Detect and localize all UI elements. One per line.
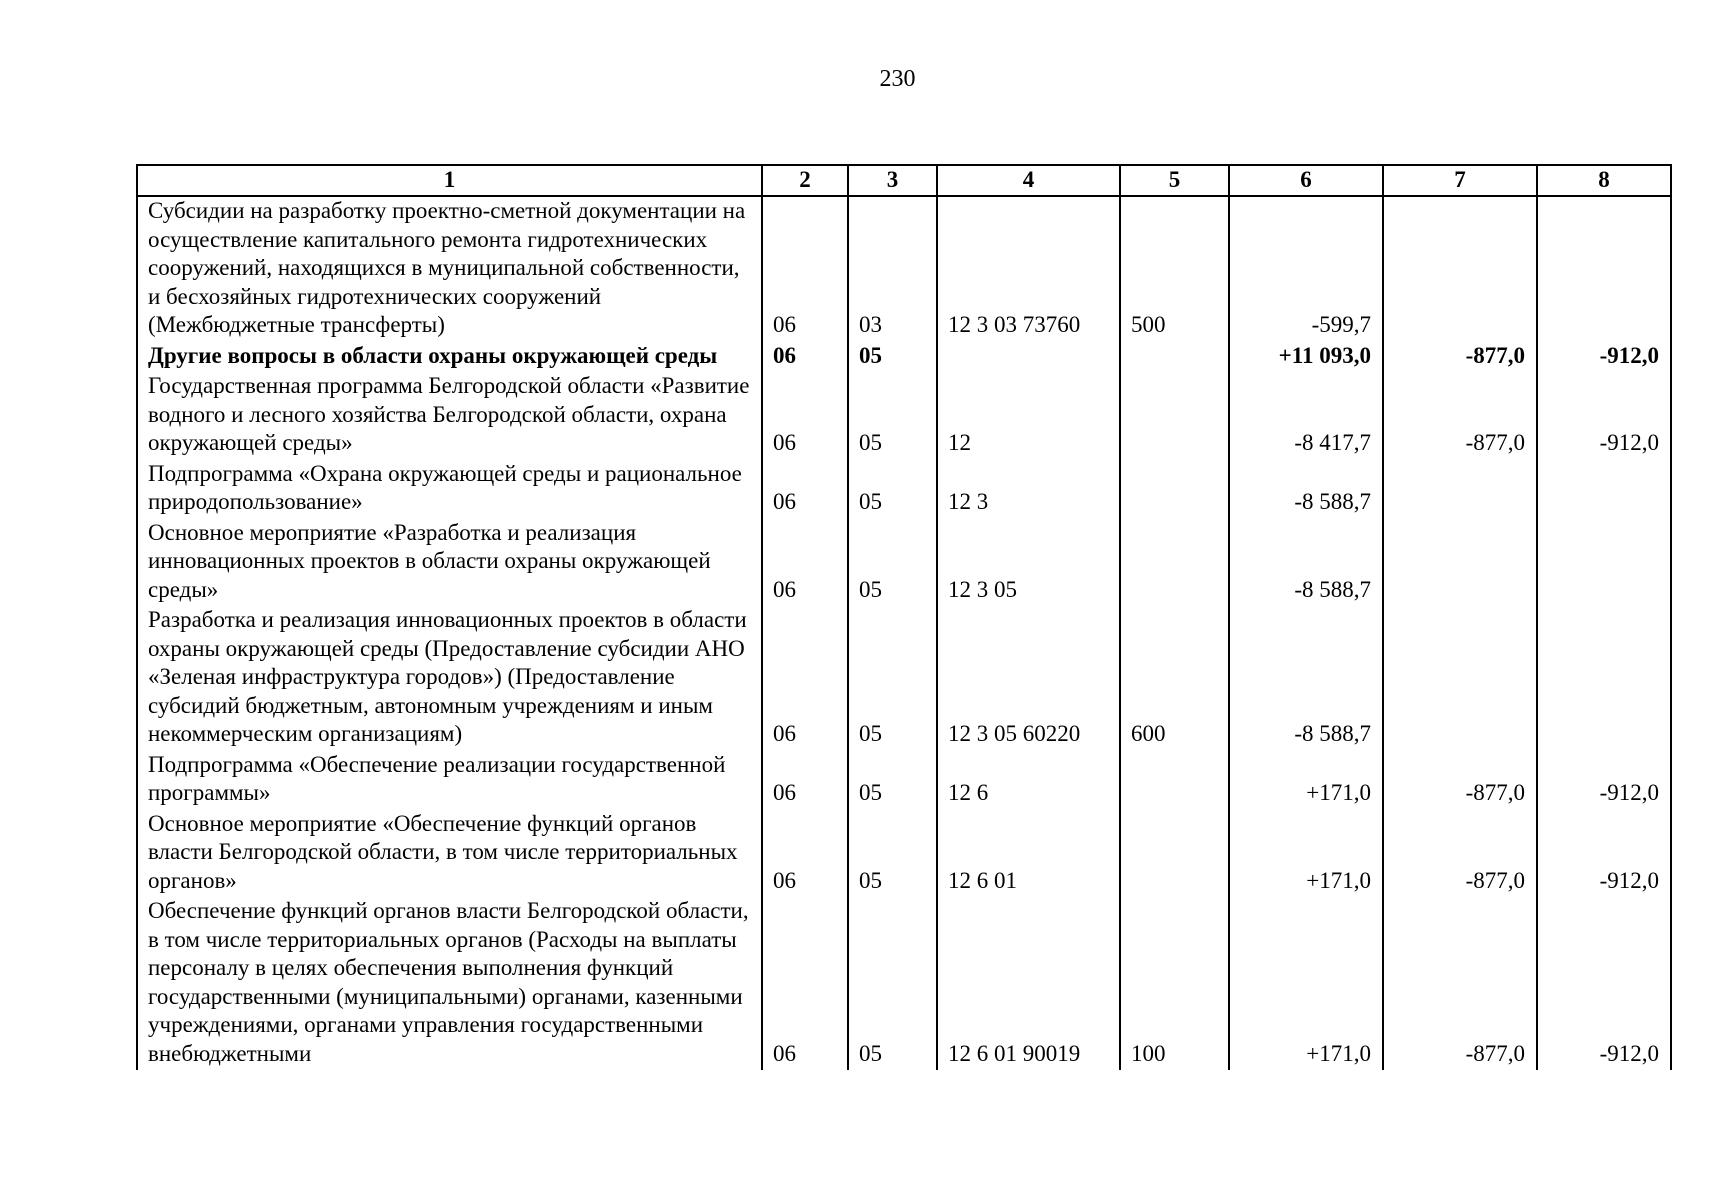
row-name: Подпрограмма «Обеспечение реализации государственной программы» [137, 751, 762, 810]
header-row [137, 165, 1671, 196]
row-name: Основное мероприятие «Разработка и реализация инновационных проектов в области охраны окружающей среды» [137, 519, 762, 607]
row-expense-type [1120, 519, 1229, 607]
row-amount-col6: +171,0 [1229, 751, 1383, 810]
row-expense-type [1120, 810, 1229, 898]
row-amount-col6: -8 588,7 [1229, 606, 1383, 751]
row-expense-type: 100 [1120, 897, 1229, 1070]
row-amount-col6: +171,0 [1229, 897, 1383, 1070]
row-amount-col7: -877,0 [1383, 897, 1537, 1070]
row-section: 06 [762, 342, 848, 373]
header-col-4: 4 [937, 165, 1120, 196]
row-expense-type [1120, 460, 1229, 519]
row-name: Разработка и реализация инновационных проектов в области охраны окружающей среды (Предоставление субсидии АНО «Зеленая инфраструктура городов») (Предоставление субсидий бюджетным, автономным учреждениям и иным некоммерческим организациям) [137, 606, 762, 751]
table-row [137, 810, 1671, 898]
row-name: Основное мероприятие «Обеспечение функций органов власти Белгородской области, в том числе территориальных органов» [137, 810, 762, 898]
row-target-article: 12 3 [937, 460, 1120, 519]
row-amount-col8: -912,0 [1537, 897, 1671, 1070]
row-name: Другие вопросы в области охраны окружающей среды [137, 342, 762, 373]
row-subsection: 05 [848, 751, 937, 810]
row-amount-col8 [1537, 519, 1671, 607]
row-subsection: 05 [848, 372, 937, 460]
header-col-6: 6 [1229, 165, 1383, 196]
row-section: 06 [762, 460, 848, 519]
table-row [137, 372, 1671, 460]
row-amount-col6: -8 588,7 [1229, 460, 1383, 519]
row-amount-col6: +11 093,0 [1229, 342, 1383, 373]
row-amount-col7 [1383, 606, 1537, 751]
header-col-7: 7 [1383, 165, 1537, 196]
row-expense-type: 500 [1120, 196, 1229, 342]
row-amount-col6: +171,0 [1229, 810, 1383, 898]
table-row [137, 342, 1671, 373]
table-row [137, 460, 1671, 519]
row-amount-col8 [1537, 606, 1671, 751]
row-section: 06 [762, 751, 848, 810]
row-amount-col7 [1383, 196, 1537, 342]
row-target-article: 12 [937, 372, 1120, 460]
row-target-article: 12 6 [937, 751, 1120, 810]
header-col-5: 5 [1120, 165, 1229, 196]
row-amount-col6: -599,7 [1229, 196, 1383, 342]
row-target-article: 12 6 01 90019 [937, 897, 1120, 1070]
table-row [137, 196, 1671, 342]
table-row [137, 606, 1671, 751]
row-amount-col8: -912,0 [1537, 342, 1671, 373]
row-subsection: 05 [848, 606, 937, 751]
row-section: 06 [762, 810, 848, 898]
row-subsection: 05 [848, 519, 937, 607]
row-section: 06 [762, 196, 848, 342]
row-amount-col8: -912,0 [1537, 372, 1671, 460]
row-amount-col8 [1537, 460, 1671, 519]
row-target-article: 12 6 01 [937, 810, 1120, 898]
row-amount-col6: -8 588,7 [1229, 519, 1383, 607]
row-expense-type: 600 [1120, 606, 1229, 751]
row-amount-col7: -877,0 [1383, 372, 1537, 460]
row-expense-type [1120, 342, 1229, 373]
header-col-2: 2 [762, 165, 848, 196]
row-amount-col6: -8 417,7 [1229, 372, 1383, 460]
row-subsection: 05 [848, 897, 937, 1070]
row-section: 06 [762, 606, 848, 751]
row-amount-col7 [1383, 460, 1537, 519]
table-header [137, 165, 1671, 196]
budget-table [136, 164, 1672, 1070]
row-expense-type [1120, 372, 1229, 460]
table-row [137, 751, 1671, 810]
row-target-article [937, 342, 1120, 373]
row-subsection: 05 [848, 810, 937, 898]
row-amount-col8 [1537, 196, 1671, 342]
row-target-article: 12 3 05 60220 [937, 606, 1120, 751]
table-body [137, 196, 1671, 1070]
row-amount-col7: -877,0 [1383, 810, 1537, 898]
page-number: 230 [879, 66, 916, 92]
row-name: Обеспечение функций органов власти Белгородской области, в том числе территориальных органов (Расходы на выплаты персоналу в целях обеспечения выполнения функций государственными (муниципальными) органами, казенными учреждениями, органами управления государственными внебюджетными [137, 897, 762, 1070]
header-col-3: 3 [848, 165, 937, 196]
row-section: 06 [762, 372, 848, 460]
row-name: Государственная программа Белгородской области «Развитие водного и лесного хозяйства Белгородской области, охрана окружающей среды» [137, 372, 762, 460]
header-col-8: 8 [1537, 165, 1671, 196]
row-subsection: 03 [848, 196, 937, 342]
row-subsection: 05 [848, 460, 937, 519]
row-name: Подпрограмма «Охрана окружающей среды и рациональное природопользование» [137, 460, 762, 519]
table-row [137, 897, 1671, 1070]
row-section: 06 [762, 519, 848, 607]
row-amount-col7 [1383, 519, 1537, 607]
table-row [137, 519, 1671, 607]
row-expense-type [1120, 751, 1229, 810]
row-section: 06 [762, 897, 848, 1070]
row-target-article: 12 3 05 [937, 519, 1120, 607]
row-amount-col7: -877,0 [1383, 342, 1537, 373]
row-amount-col8: -912,0 [1537, 810, 1671, 898]
row-name: Субсидии на разработку проектно-сметной документации на осуществление капитального ремонта гидротехнических сооружений, находящихся в муниципальной собственности, и бесхозяйных гидротехнических сооружений (Межбюджетные трансферты) [137, 196, 762, 342]
header-col-1: 1 [137, 165, 762, 196]
row-amount-col7: -877,0 [1383, 751, 1537, 810]
row-target-article: 12 3 03 73760 [937, 196, 1120, 342]
row-amount-col8: -912,0 [1537, 751, 1671, 810]
row-subsection: 05 [848, 342, 937, 373]
